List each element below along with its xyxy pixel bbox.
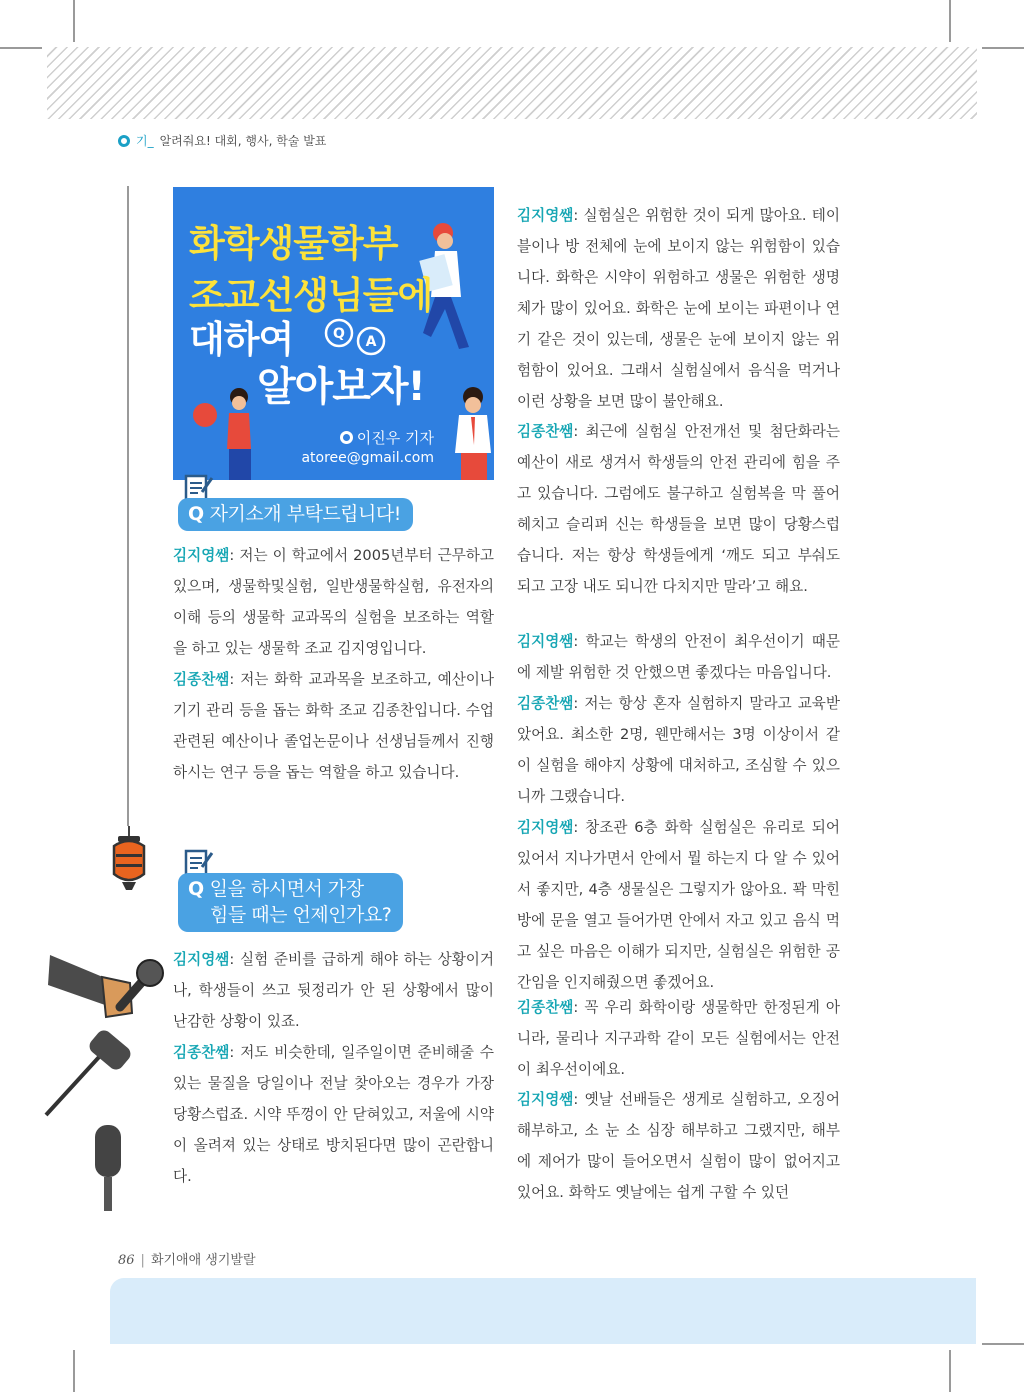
answer-text: : 학교는 학생의 안전이 최우선이기 때문에 제발 위험한 것 안했으면 좋겠다는 마음입니다. (517, 633, 840, 681)
answer-text: : 옛날 선배들은 생게로 실험하고, 오징어 해부하고, 소 눈 소 심장 해부하고 그랬지만, 해부에 제어가 많이 들어오면서 실험이 많이 없어지고 있어요. 화학도 옛날에는 쉽게 구할 수 있던 (517, 1091, 840, 1201)
article-banner (173, 187, 494, 480)
answer-paragraph (517, 688, 840, 812)
answer-text: : 저도 비슷한데, 일주일이면 준비해줄 수 있는 물질을 당일이나 전날 찾아오는 경우가 가장 당황스럽죠. 시약 뚜껑이 안 닫혀있고, 저울에 시약이 올려져 있는 상태로 방치된다면 많이 곤란합니다. (173, 1044, 494, 1185)
answer-text: : 실험 준비를 급하게 해야 하는 상황이거나, 학생들이 쓰고 뒷정리가 안 된 상황에서 많이 난감한 상황이 있죠. (173, 951, 494, 1030)
answer-paragraph (173, 1037, 494, 1192)
question-letter: Q (188, 878, 204, 900)
crop-mark (73, 0, 75, 42)
answer-text: : 창조관 6층 화학 실험실은 유리로 되어있어서 지나가면서 안에서 뭘 하는지 다 알 수 있어서 좋지만, 4층 생물실은 그렇지가 않아요. 꽉 막힌 방에 문을 열고 들어가면 안에서 자고 있고 음식 먹고 싶은 마음은 이해가 되지만, 실험실은 위험한 공간임을 인지해줬으면 좋겠어요. (517, 819, 840, 991)
magazine-name: 화기애애 생기발랄 (150, 1253, 256, 1268)
header-hatch-band (47, 47, 977, 119)
answer-paragraph (517, 1084, 840, 1208)
crop-mark (982, 47, 1024, 49)
answer-paragraph (517, 812, 840, 998)
reporter-name: 이진우 기자 (356, 429, 434, 447)
running-head-title: 알려줘요! 대회, 행사, 학술 발표 (159, 134, 327, 148)
question-pill-1 (178, 498, 413, 531)
speaker-name: 김종찬쌤 (517, 695, 574, 712)
crop-mark (949, 0, 951, 42)
question-heading-2 (170, 845, 440, 935)
banner-title-line-2: 조교선생님들에 (189, 274, 433, 317)
answer-paragraph (517, 626, 840, 688)
speaker-name: 김지영쌤 (173, 951, 230, 968)
running-head-category: 기_ (136, 134, 154, 148)
margin-rule (127, 186, 129, 826)
speaker-name: 김지영쌤 (173, 547, 230, 564)
question-text-line-2: 힘들 때는 언제인가요? (210, 903, 392, 926)
speaker-name: 김종찬쌤 (173, 1044, 230, 1061)
footer-band (110, 1278, 976, 1344)
crop-mark (73, 1350, 75, 1392)
speaker-name: 김종찬쌤 (173, 671, 230, 688)
ring-icon (118, 135, 130, 147)
answer-paragraph (517, 416, 840, 602)
page-folio: 86 | 화기애애 생기발랄 (118, 1253, 256, 1268)
answer-paragraph (173, 944, 494, 1037)
bubble-a: A (365, 334, 377, 350)
bubble-q: Q (333, 326, 345, 342)
speaker-name: 김지영쌤 (517, 633, 574, 650)
speaker-name: 김지영쌤 (517, 207, 574, 224)
banner-title-line-3: 대하여 (189, 318, 294, 361)
question-text-line-1: 일을 하시면서 가장 (209, 878, 364, 900)
question-heading-1 (170, 470, 440, 532)
answer-text: : 최근에 실험실 안전개선 및 첨단화라는 예산이 새로 생겨서 학생들의 안전 관리에 힘을 주고 있습니다. 그럼에도 불구하고 실험복을 막 풀어헤치고 슬리퍼 신는 학생들을 보면 많이 당황스럽습니다. 저는 항상 학생들에게 ‘깨도 되고 부숴도 되고 고장 내도 되니깐 다치지만 말라’고 해요. (517, 423, 840, 595)
answer-text: : 실험실은 위험한 것이 되게 많아요. 테이블이나 방 전체에 눈에 보이지 않는 위험함이 있습니다. 화학은 시약이 위험하고 생물은 위험한 생명체가 많이 있어요. 화학은 눈에 보이는 파편이나 연기 같은 것이 있는데, 생물은 눈에 보이지 않는 위험함이 있어요. 그래서 실험실에서 음식을 먹거나 이런 상황을 보면 많이 불안해요. (517, 207, 840, 410)
answer-text: : 저는 화학 교과목을 보조하고, 예산이나 기기 관리 등을 돕는 화학 조교 김종찬입니다. 수업 관련된 예산이나 졸업논문이나 선생님들께서 진행하시는 연구 등을 돕는 역할을 하고 있습니다. (173, 671, 494, 781)
running-head (118, 132, 326, 149)
lantern-icon (110, 826, 148, 892)
speaker-name: 김지영쌤 (517, 1091, 574, 1108)
reporter-byline (340, 427, 434, 448)
ring-icon (340, 431, 353, 444)
answer-paragraph (173, 540, 494, 664)
answer-paragraph (173, 664, 494, 788)
crop-mark (0, 47, 42, 49)
speaker-name: 김종찬쌤 (517, 999, 574, 1016)
crop-mark (949, 1350, 951, 1392)
speaker-name: 김종찬쌤 (517, 423, 574, 440)
question-letter: Q (188, 503, 204, 525)
answer-text: : 꼭 우리 화학이랑 생물학만 한정된게 아니라, 물리나 지구과학 같이 모든 실험에서는 안전이 최우선이에요. (517, 999, 840, 1078)
question-text: 자기소개 부탁드립니다! (209, 503, 401, 525)
answer-paragraph (517, 992, 840, 1085)
banner-title-line-4: 알아보자! (257, 364, 425, 410)
crop-mark (982, 1343, 1024, 1345)
question-pill-2 (178, 873, 403, 932)
banner-title-line-1: 화학생물학부 (189, 222, 398, 265)
speaker-name: 김지영쌤 (517, 819, 574, 836)
answer-text: : 저는 항상 혼자 실험하지 말라고 교육받았어요. 최소한 2명, 웬만해서는 3명 이상이서 같이 실험을 해야지 상황에 대처하고, 조심할 수 있으니까 그랬습니다. (517, 695, 840, 805)
microphones-icon (40, 945, 170, 1215)
reporter-email: atoree@gmail.com (301, 450, 434, 466)
answer-paragraph (517, 200, 840, 417)
answer-text: : 저는 이 학교에서 2005년부터 근무하고 있으며, 생물학및실험, 일반생물학실험, 유전자의이해 등의 생물학 교과목의 실험을 보조하는 역할을 하고 있는 생물학 조교 김지영입니다. (173, 547, 494, 657)
page-number: 86 (118, 1253, 135, 1268)
